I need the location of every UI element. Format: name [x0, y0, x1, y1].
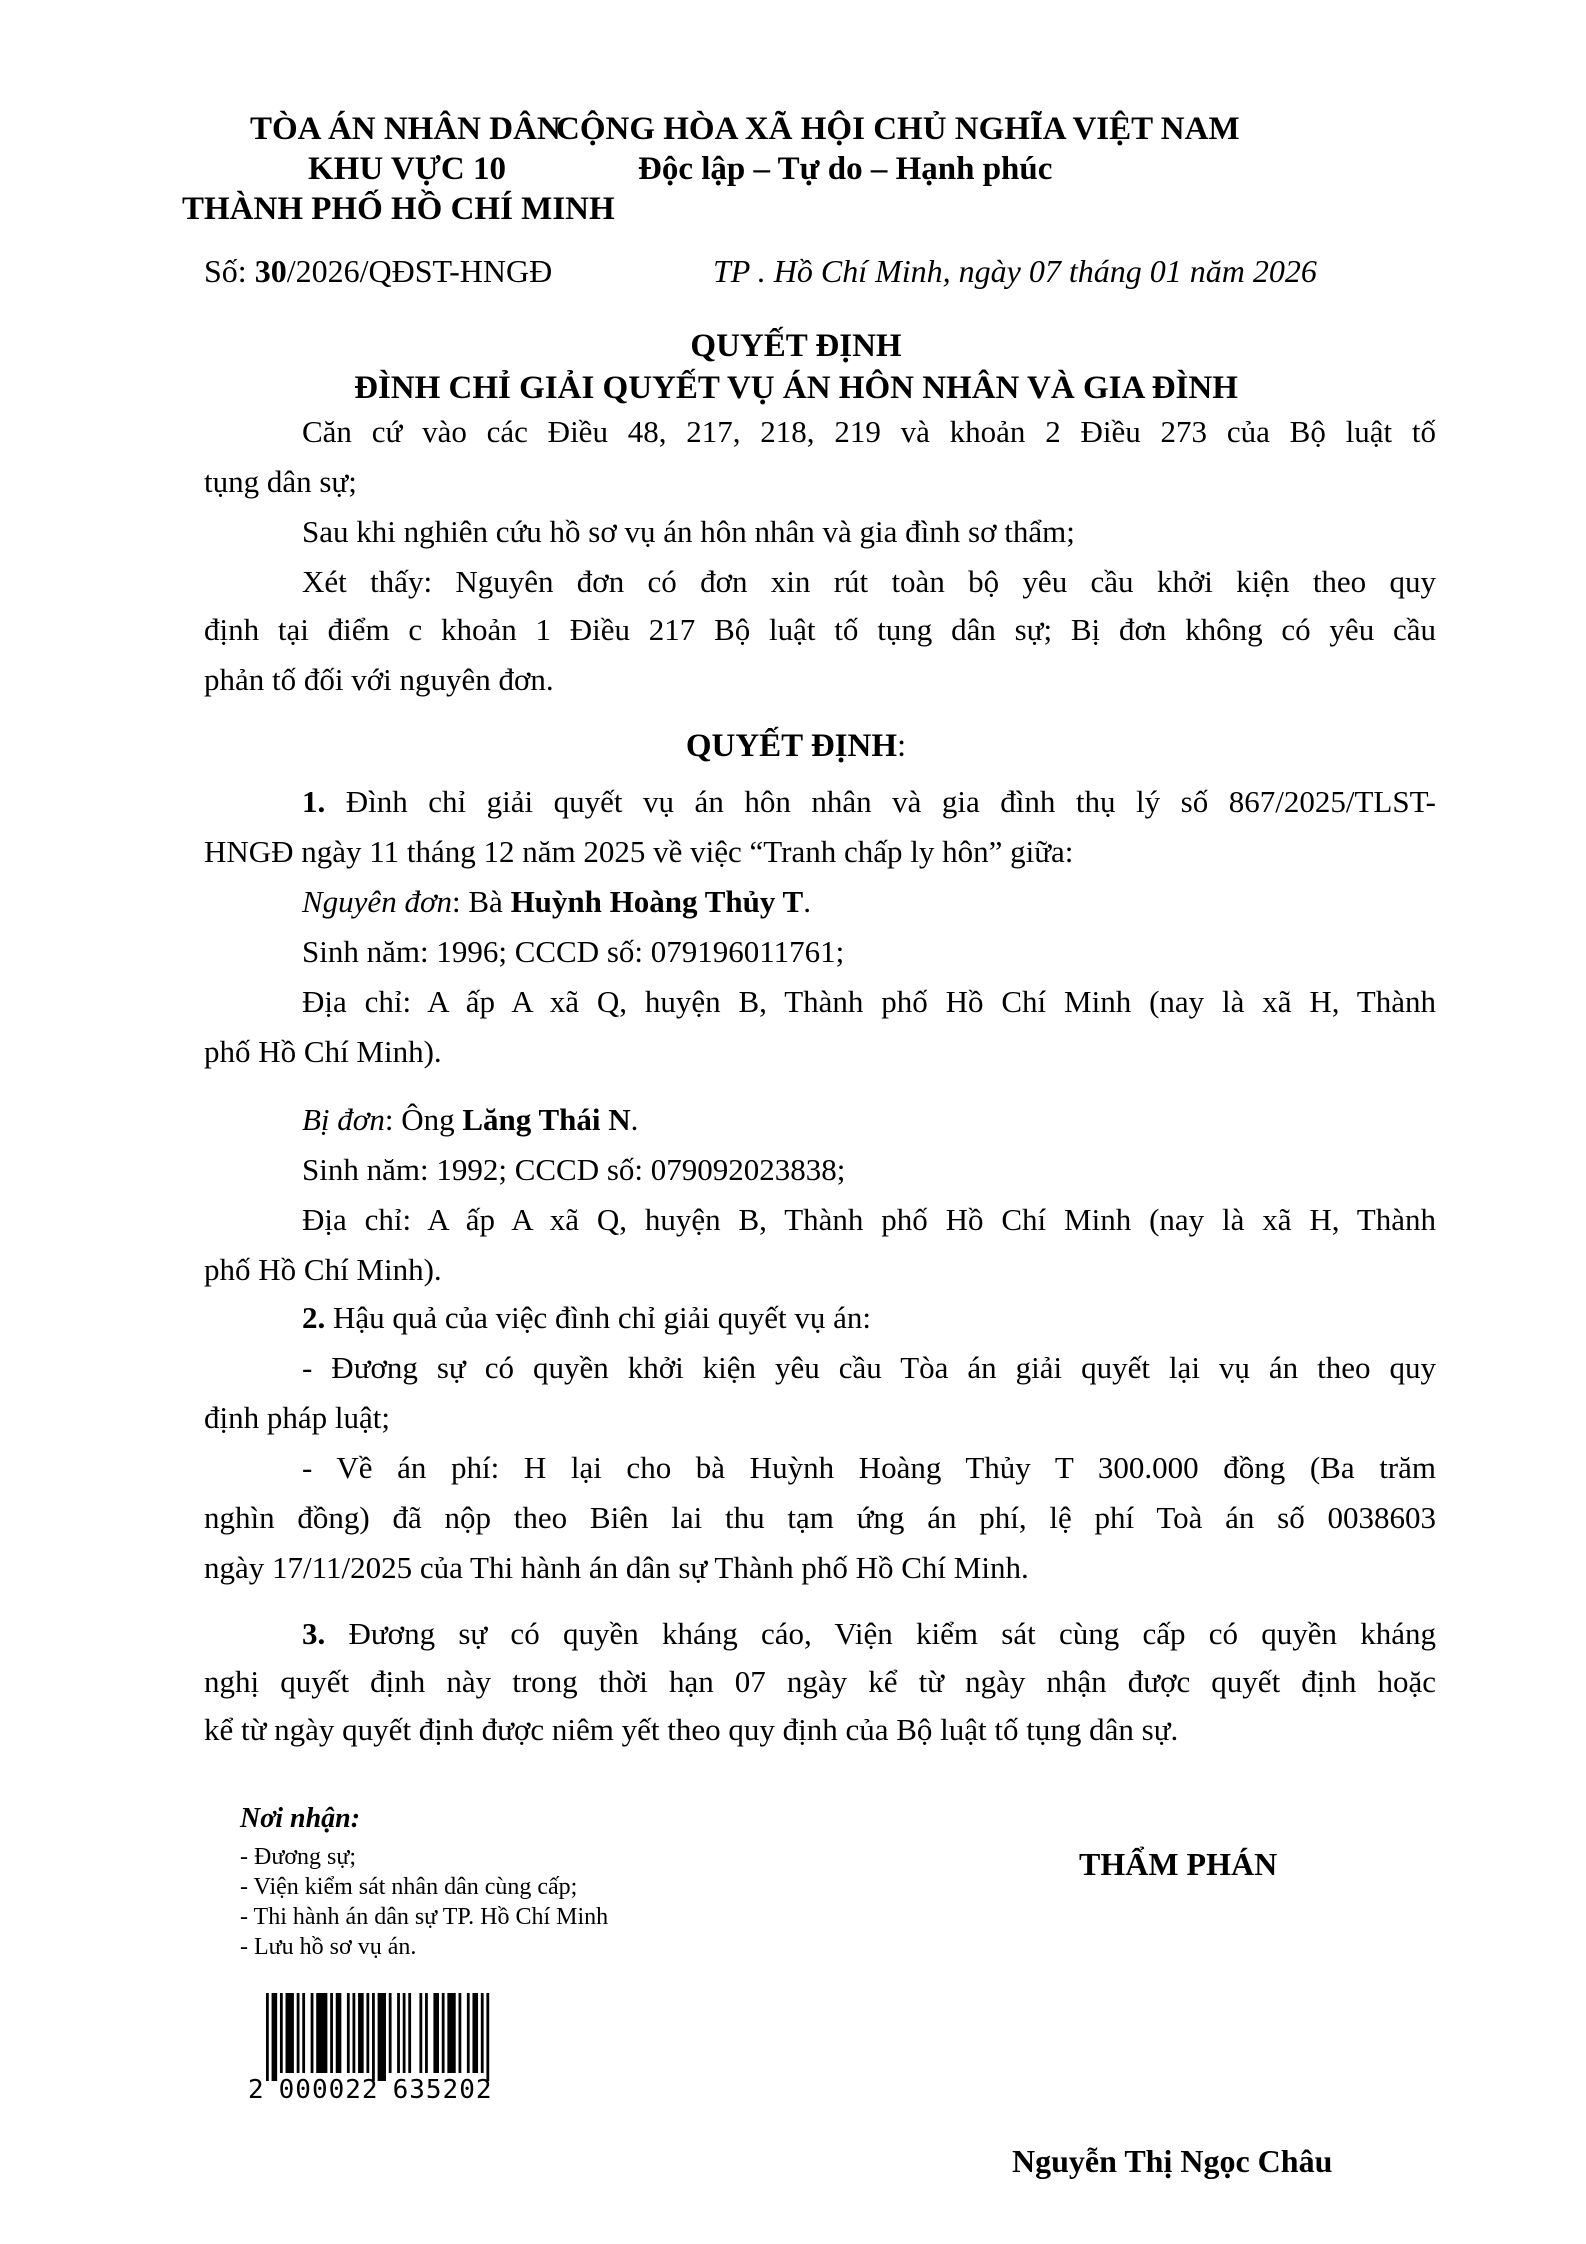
defendant-birth: Sinh năm: 1992; CCCD số: 079092023838; [302, 1152, 846, 1187]
barcode-bar [297, 1993, 300, 2073]
item1-number: 1. [302, 784, 326, 819]
item3-text: Đương sự có quyền kháng cáo, Viện kiểm sát cùng cấp có quyền kháng [325, 1616, 1436, 1651]
barcode-bar [266, 1993, 269, 2081]
barcode-bar [372, 1993, 375, 2081]
barcode-bar [272, 1993, 278, 2081]
plaintiff-birth: Sinh năm: 1996; CCCD số: 079196011761; [302, 934, 845, 969]
document-title: QUYẾT ĐỊNH [690, 328, 902, 364]
item2-bullet2-line2: nghìn đồng) đã nộp theo Biên lai thu tạm ứng án phí, lệ phí Toà án số 0038603 [204, 1500, 1436, 1535]
place-date: TP . Hồ Chí Minh, ngày 07 tháng 01 năm 2026 [713, 253, 1317, 289]
item3-line1 [302, 1618, 1436, 1649]
barcode-bar [425, 1993, 428, 2073]
barcode-digits-mid: 000022 [278, 2075, 379, 2105]
decision-heading-colon: : [897, 728, 907, 764]
preamble-study: Sau khi nghiên cứu hồ sơ vụ án hôn nhân và gia đình sơ thẩm; [302, 514, 1075, 549]
barcode-bar [358, 1993, 364, 2073]
item1-line2: HNGĐ ngày 11 tháng 12 năm 2025 về việc “Tranh chấp ly hôn” giữa: [204, 834, 1074, 869]
defendant-label: Bị đơn [302, 1102, 385, 1137]
plaintiff-name: Huỳnh Hoàng Thủy T [510, 884, 804, 919]
document-subtitle: ĐÌNH CHỈ GIẢI QUYẾT VỤ ÁN HÔN NHÂN VÀ GIA ĐÌNH [354, 370, 1238, 406]
court-name-line3: THÀNH PHỐ HỒ CHÍ MINH [182, 191, 615, 227]
barcode-image [266, 1993, 492, 2081]
item2-line1 [302, 1302, 871, 1333]
item3-line3: kể từ ngày quyết định được niêm yết theo quy định của Bộ luật tố tụng dân sự. [204, 1712, 1179, 1747]
item2-number: 2. [302, 1300, 326, 1335]
defendant-end: . [630, 1102, 639, 1137]
preamble-finding-line3: phản tố đối với nguyên đơn. [204, 662, 554, 697]
recipient-item: - Đương sự; [240, 1844, 357, 1870]
recipient-item: - Viện kiểm sát nhân dân cùng cấp; [240, 1874, 578, 1900]
plaintiff-address-line1: Địa chỉ: A ấp A xã Q, huyện B, Thành phố Hồ Chí Minh (nay là xã H, Thành [302, 984, 1436, 1019]
barcode-bar [447, 1993, 455, 2073]
barcode-bar [336, 1993, 342, 2073]
nation-title: CỘNG HÒA XÃ HỘI CHỦ NGHĨA VIỆT NAM [556, 111, 1240, 147]
barcode-bar [366, 1993, 369, 2073]
barcode-digits [248, 2077, 493, 2103]
item2-text: Hậu quả của việc đình chỉ giải quyết vụ án: [325, 1300, 872, 1335]
barcode-digit-left: 2 [248, 2075, 265, 2105]
item3-number: 3. [302, 1616, 326, 1651]
decision-number-prefix: Số: [204, 253, 255, 289]
plaintiff-end: . [803, 884, 811, 919]
item1-line1 [302, 786, 1436, 817]
defendant-address-line1: Địa chỉ: A ấp A xã Q, huyện B, Thành phố Hồ Chí Minh (nay là xã H, Thành [302, 1202, 1436, 1237]
plaintiff-title: : Bà [452, 884, 511, 919]
barcode-bar [397, 1993, 400, 2073]
barcode-bar [486, 1993, 489, 2081]
barcode-bar [403, 1993, 406, 2073]
barcode-bar [347, 1993, 350, 2073]
barcode-bar [408, 1993, 411, 2073]
barcode-bar [459, 1993, 462, 2073]
recipient-item: - Lưu hồ sơ vụ án. [240, 1934, 417, 1960]
barcode-digits-right: 635202 [392, 2075, 493, 2105]
barcode-bar [467, 1993, 470, 2073]
plaintiff-label: Nguyên đơn [302, 884, 452, 919]
signature-name: Nguyễn Thị Ngọc Châu [1012, 2143, 1333, 2179]
signature-role: THẨM PHÁN [1079, 1846, 1278, 1882]
barcode-bar [389, 1993, 392, 2073]
plaintiff-line [302, 886, 811, 917]
item1-text: Đình chỉ giải quyết vụ án hôn nhân và gia đình thụ lý số 867/2025/TLST- [325, 784, 1436, 819]
court-name-line1: TÒA ÁN NHÂN DÂN [250, 111, 561, 147]
barcode-bar [378, 1993, 386, 2081]
preamble-basis-line1: Căn cứ vào các Điều 48, 217, 218, 219 và khoản 2 Điều 273 của Bộ luật tố [302, 414, 1436, 449]
barcode-bar [330, 1993, 333, 2073]
defendant-name: Lăng Thái N [462, 1102, 631, 1137]
decision-heading-text: QUYẾT ĐỊNH [685, 728, 897, 764]
barcode-bar [352, 1993, 355, 2073]
item2-bullet1-line1: - Đương sự có quyền khởi kiện yêu cầu Tòa án giải quyết lại vụ án theo quy [302, 1350, 1436, 1385]
item3-line2: nghị quyết định này trong thời hạn 07 ngày kể từ ngày nhận được quyết định hoặc [204, 1664, 1436, 1699]
recipient-item: - Thi hành án dân sự TP. Hồ Chí Minh [240, 1904, 609, 1930]
barcode-bar [419, 1993, 422, 2073]
nation-motto: Độc lập – Tự do – Hạnh phúc [638, 151, 1053, 187]
barcode-bar [302, 1993, 305, 2073]
decision-heading [0, 730, 1586, 763]
decision-number-value: 30 [254, 253, 287, 289]
barcode-bar [286, 1993, 294, 2073]
barcode-bar [442, 1993, 445, 2073]
decision-number-suffix: /2026/QĐST-HNGĐ [286, 253, 553, 289]
preamble-basis-line2: tụng dân sự; [204, 464, 357, 499]
item2-bullet1-line2: định pháp luật; [204, 1400, 390, 1435]
decision-number [204, 255, 552, 287]
preamble-finding-line2: định tại điểm c khoản 1 Điều 217 Bộ luật tố tụng dân sự; Bị đơn không có yêu cầu [204, 612, 1436, 647]
defendant-title: : Ông [384, 1102, 463, 1137]
item2-bullet2-line3: ngày 17/11/2025 của Thi hành án dân sự Thành phố Hồ Chí Minh. [204, 1550, 1029, 1585]
barcode-bar [481, 1993, 484, 2073]
barcode-bar [316, 1993, 327, 2073]
defendant-line [302, 1104, 638, 1135]
barcode-bar [472, 1993, 478, 2073]
plaintiff-address-line2: phố Hồ Chí Minh). [204, 1034, 442, 1069]
recipients-heading: Nơi nhận: [240, 1803, 361, 1834]
barcode-bar [433, 1993, 439, 2073]
court-name-line2: KHU VỰC 10 [308, 151, 506, 187]
preamble-finding-line1: Xét thấy: Nguyên đơn có đơn xin rút toàn bộ yêu cầu khởi kiện theo quy [302, 564, 1436, 599]
barcode-bar [311, 1993, 314, 2073]
item2-bullet2-line1: - Về án phí: H lại cho bà Huỳnh Hoàng Thủy T 300.000 đồng (Ba trăm [302, 1450, 1436, 1485]
defendant-address-line2: phố Hồ Chí Minh). [204, 1252, 442, 1287]
barcode-bar [280, 1993, 283, 2073]
